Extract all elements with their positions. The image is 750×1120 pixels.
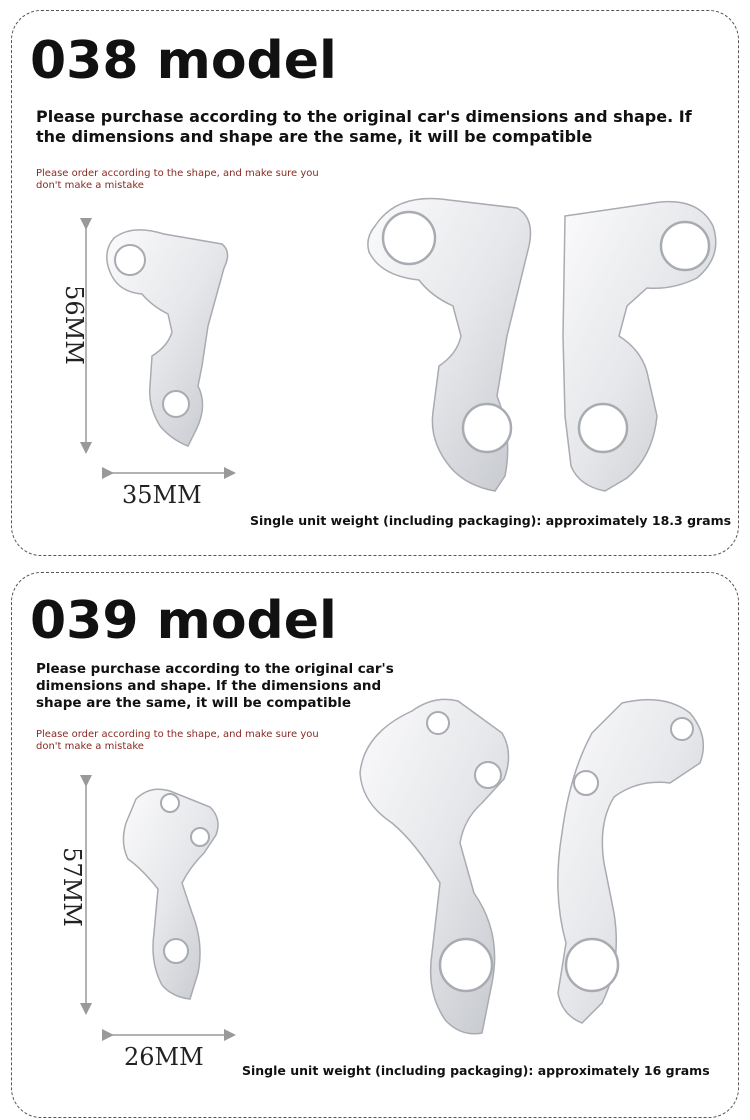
model-039-hanger-pair-image: [352, 693, 722, 1053]
model-039-weight: Single unit weight (including packaging): approximately 16 grams: [242, 1063, 710, 1078]
model-039-order-note: Please order according to the shape, and make sure you don't make a mistake: [36, 729, 319, 752]
model-038-hanger-pair-image: [357, 186, 727, 496]
model-038-hanger-small-image: [72, 216, 242, 456]
model-038-width-label: 35MM: [122, 481, 202, 509]
model-039-height-label: 57MM: [57, 847, 86, 927]
model-039-panel: [11, 572, 739, 1118]
model-038-height-label: 56MM: [59, 285, 88, 365]
model-038-order-note: Please order according to the shape, and make sure you don't make a mistake: [36, 168, 319, 191]
model-039-description: Please purchase according to the original car's dimensions and shape. If the dimensions and shape are the same, it will be compatible: [36, 661, 394, 711]
model-039-width-arrow: [104, 1025, 234, 1045]
model-038-description: Please purchase according to the original car's dimensions and shape. If the dimensions and shape are the same, it will be compatible: [36, 107, 692, 146]
model-039-width-label: 26MM: [124, 1043, 204, 1071]
model-039-hanger-small-image: [72, 773, 242, 1023]
model-038-panel: [11, 10, 739, 556]
model-039-title: 039 model: [30, 591, 337, 651]
model-038-weight: Single unit weight (including packaging): approximately 18.3 grams: [250, 513, 732, 528]
model-038-title: 038 model: [30, 31, 337, 91]
model-038-width-arrow: [104, 463, 234, 483]
